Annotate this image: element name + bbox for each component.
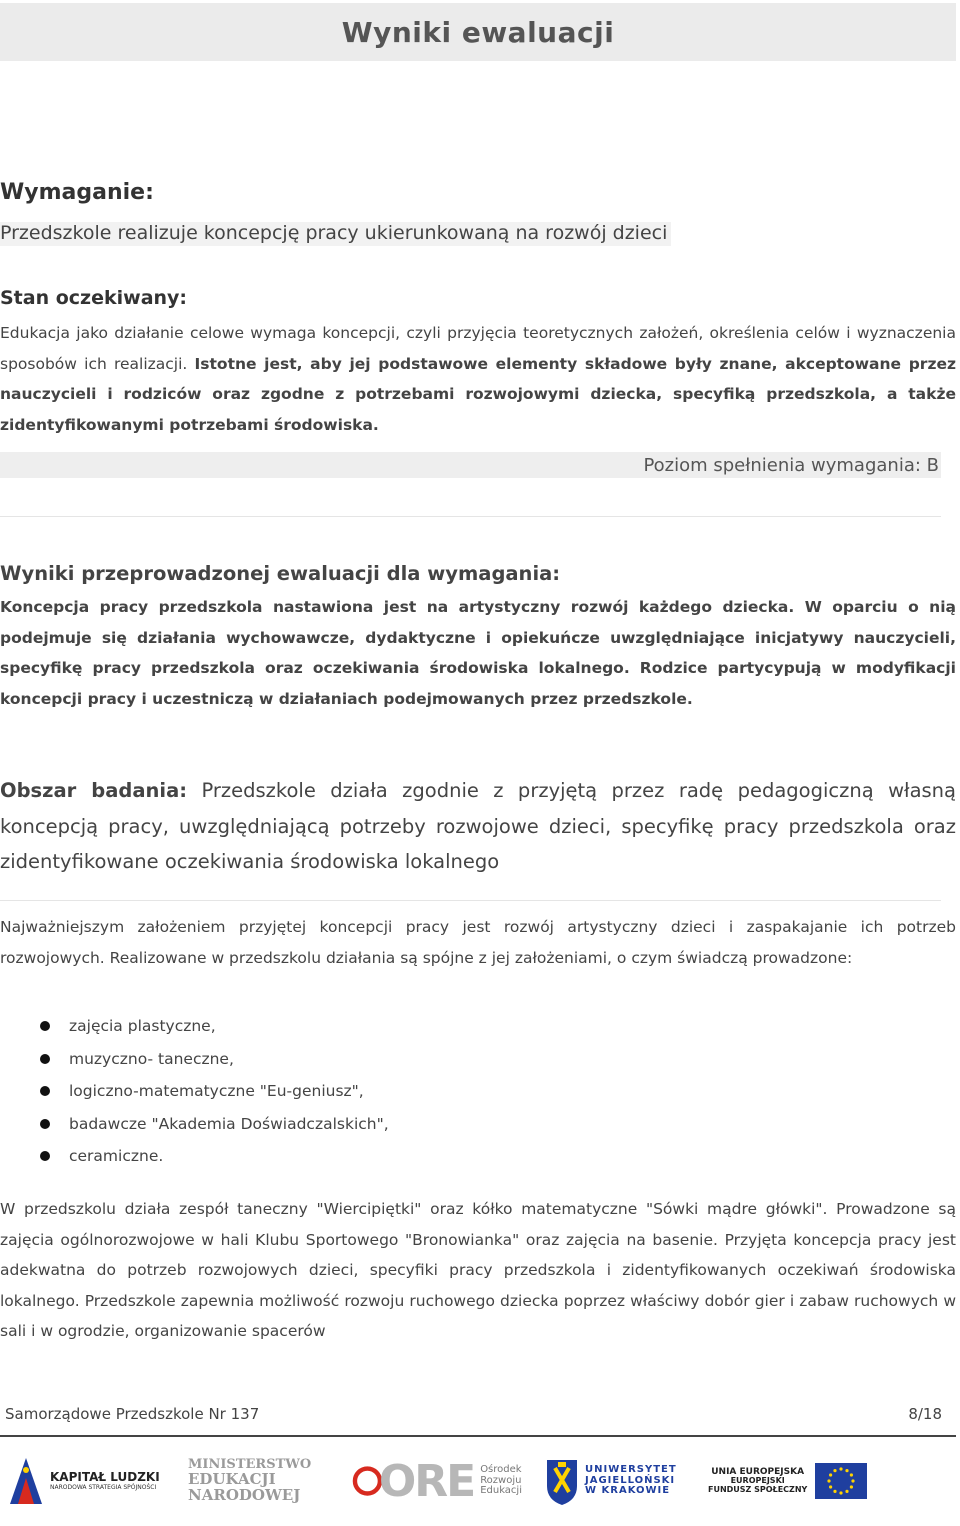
divider xyxy=(0,516,941,517)
kapital-ludzki-icon xyxy=(8,1456,44,1506)
requirement-text: Przedszkole realizuje koncepcję pracy ukierunkowaną na rozwój dzieci xyxy=(0,222,671,246)
title-bar xyxy=(0,3,956,61)
ore-mark: ORE xyxy=(378,1455,475,1507)
page-title: Wyniki ewaluacji xyxy=(341,15,615,49)
ore-line3: Edukacji xyxy=(480,1485,522,1497)
uj-line2: JAGIELLOŃSKI xyxy=(585,1474,676,1486)
paragraph-intro: Najważniejszym założeniem przyjętej koncepcji pracy jest rozwój artystyczny dzieci i zaspakajanie ich potrzeb rozwojowych. Realizowane w przedszkolu działania są spójne z jej założeniami, o czym świadczą prowadzone: xyxy=(0,918,956,967)
men-logo xyxy=(188,1448,328,1514)
list-item-text: muzyczno- taneczne, xyxy=(69,1049,234,1068)
list-item xyxy=(40,1108,389,1141)
list-item xyxy=(40,1010,389,1043)
eu-logo xyxy=(708,1448,868,1514)
kapital-ludzki-subtitle: NARODOWA STRATEGIA SPÓJNOŚCI xyxy=(50,1484,157,1492)
ore-line1: Ośrodek xyxy=(480,1464,522,1476)
men-line1: MINISTERSTWO xyxy=(188,1457,312,1473)
uj-logo xyxy=(545,1448,690,1514)
paragraph-activities: W przedszkolu działa zespół taneczny "Wiercipiętki" oraz kółko matematyczne "Sówki mądre główki". Prowadzone są zajęcia ogólnorozwojowe w hali Klubu Sportowego "Bronowianka" oraz zajęcia na basenie. Przyjęta koncepcja pracy jest adekwatna do potrzeb rozwojowych dzieci, specyfiki pracy przedszkola i zidentyfikowanych oczekiwań środowiska lokalnego. Przedszkole zapewnia możliwość rozwoju ruchowego dziecka poprzez właściwy dobór gier i zabaw ruchowych w sali i w ogrodzie, organizowanie spacerów xyxy=(0,1200,956,1340)
activities-list xyxy=(40,1010,389,1173)
results-text: Koncepcja pracy przedszkola nastawiona jest na artystyczny rozwój każdego dziecka. W oparciu o nią podejmuje się działania wychowawcze, dydaktyczne i opiekuńcze uwzględniające inicjatywy nauczycieli, specyfikę pracy przedszkola oraz oczekiwania środowiska lokalnego. Rodzice partycypują w modyfikacji koncepcji pracy i uczestniczą w działaniach podejmowanych przez przedszkole. xyxy=(0,598,956,708)
eu-line1: UNIA EUROPEJSKA xyxy=(711,1466,805,1477)
ore-line2: Rozwoju xyxy=(480,1474,522,1486)
bullet-icon xyxy=(40,1054,50,1064)
kapital-ludzki-title: KAPITAŁ LUDZKI xyxy=(50,1469,160,1484)
uj-line1: UNIWERSYTET xyxy=(585,1464,677,1476)
expected-state-part2: Istotne jest, aby jej podstawowe elementy składowe były znane, akceptowane przez nauczycieli i rodziców oraz zgodne z potrzebami rozwojowymi dziecka, specyfiką przedszkola, a także zidentyfikowanymi potrzebami środowiska. xyxy=(0,354,956,434)
divider xyxy=(0,900,941,901)
bullet-icon xyxy=(40,1021,50,1031)
eu-line2: EUROPEJSKI xyxy=(730,1476,785,1486)
requirement-level-bar xyxy=(0,452,941,478)
list-item-text: ceramiczne. xyxy=(69,1147,164,1165)
bullet-icon xyxy=(40,1086,50,1096)
bullet-icon xyxy=(40,1119,50,1129)
list-item-text: badawcze "Akademia Doświadczalskich", xyxy=(69,1114,389,1133)
research-area-label: Obszar badania: xyxy=(0,779,188,802)
expected-state-part1: Edukacja jako działanie celowe wymaga koncepcji, czyli przyjęcia teoretycznych założeń, określenia celów i wyznaczenia sposobów ich realizacji. xyxy=(0,324,956,373)
list-item xyxy=(40,1043,389,1076)
research-area xyxy=(0,773,956,880)
ore-logo xyxy=(352,1448,522,1514)
kapital-ludzki-logo xyxy=(8,1448,168,1514)
uj-line3: W KRAKOWIE xyxy=(585,1485,671,1497)
footer-divider xyxy=(0,1435,956,1437)
eu-line3: FUNDUSZ SPOŁECZNY xyxy=(708,1484,808,1494)
expected-state-heading: Stan oczekiwany: xyxy=(0,287,188,309)
requirement-level: Poziom spełnienia wymagania: B xyxy=(643,455,939,476)
requirement-heading: Wymaganie: xyxy=(0,180,154,205)
list-item xyxy=(40,1075,389,1108)
list-item xyxy=(40,1140,389,1173)
men-line3: NARODOWEJ xyxy=(188,1485,301,1504)
list-item-text: zajęcia plastyczne, xyxy=(69,1017,216,1035)
list-item-text: logiczno-matematyczne "Eu-geniusz", xyxy=(69,1082,364,1100)
eu-flag-icon xyxy=(815,1463,867,1499)
uj-crest-icon xyxy=(545,1456,579,1506)
expected-state-text xyxy=(0,318,956,440)
research-area-text: Przedszkole działa zgodnie z przyjętą przez radę pedagogiczną własną koncepcją pracy, uwzględniającą potrzeby rozwojowe dzieci, specyfikę pracy przedszkola oraz zidentyfikowane oczekiwania środowiska lokalnego xyxy=(0,779,956,873)
footer-school-name: Samorządowe Przedszkole Nr 137 xyxy=(5,1405,260,1423)
bullet-icon xyxy=(40,1151,50,1161)
results-heading: Wyniki przeprowadzonej ewaluacji dla wymagania: xyxy=(0,562,561,585)
footer-page-number: 8/18 xyxy=(908,1405,942,1423)
men-line2: EDUKACJI xyxy=(188,1470,276,1489)
